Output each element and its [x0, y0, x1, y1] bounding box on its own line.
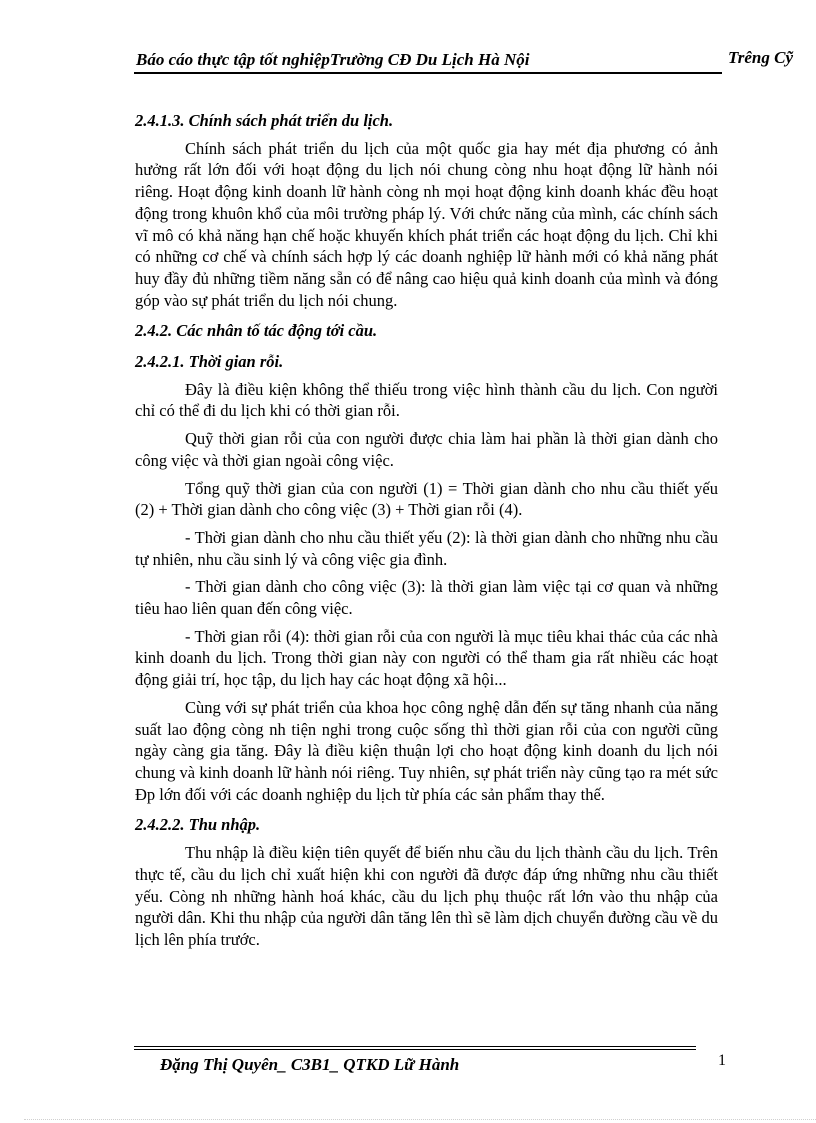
paragraph: Tổng quỹ thời gian của con người (1) = Thời gian dành cho nhu cầu thiết yếu (2) + Thời gian dành cho công việc (3) + Thời gian rỗi (4).	[135, 478, 718, 520]
page-header	[134, 46, 816, 74]
paragraph: Đây là điều kiện không thể thiếu trong việc hình thành cầu du lịch. Con người chỉ có thể đi du lịch khi có thời gian rỗi.	[135, 379, 718, 421]
page-number: 1	[718, 1052, 726, 1069]
paragraph: - Thời gian dành cho nhu cầu thiết yếu (2): là thời gian dành cho những nhu cầu tự nhiên, nhu cầu sinh lý và công việc gia đình.	[135, 527, 718, 569]
page-bottom-border	[24, 1119, 816, 1120]
footer-author: Đặng Thị Quyên_ C3B1_ QTKD Lữ Hành	[160, 1055, 460, 1074]
paragraph: Quỹ thời gian rỗi của con người được chia làm hai phần là thời gian dành cho công việc và thời gian ngoài công việc.	[135, 429, 718, 470]
heading-2-4-2-2: 2.4.2.2. Thu nhập.	[135, 815, 261, 835]
page-footer	[134, 1046, 734, 1086]
heading-2-4-2-1: 2.4.2.1. Thời gian rỗi.	[135, 352, 284, 372]
footer-rule	[134, 1046, 696, 1047]
paragraph: - Thời gian rỗi (4): thời gian rỗi của con người là mục tiêu khai thác của các nhà kinh doanh du lịch. Trong thời gian này con người có thể tham gia rất nhiều các hoạt động giải trí, học tập, du lịch hay các hoạt động xã hội...	[135, 626, 718, 690]
header-right-text: Trêng Cỹ	[728, 48, 794, 67]
header-title: Báo cáo thực tập tốt nghiệpTrường CĐ Du Lịch Hà Nội	[136, 50, 530, 69]
paragraph: Thu nhập là điều kiện tiên quyết để biến nhu cầu du lịch thành cầu du lịch. Trên thực tế, cầu du lịch chỉ xuất hiện khi con người đã được đáp ứng những nhu cầu thiết yếu. Còng nh những hành hoá khác, cầu du lịch phụ thuộc rất lớn vào thu nhập của người dân. Khi thu nhập của người dân tăng lên thì sẽ làm dịch chuyển đường cầu về du lịch lên phía trước.	[135, 843, 718, 949]
heading-2-4-2: 2.4.2. Các nhân tố tác động tới cầu.	[135, 321, 378, 341]
document-body	[135, 110, 718, 951]
footer-rule	[134, 1049, 696, 1050]
paragraph: Chính sách phát triển du lịch của một quốc gia hay mét địa phương có ảnh hưởng rất lớn đối với hoạt động du lịch nói chung còng nhu hoạt động lữ hành nói riêng. Hoạt động kinh doanh lữ hành còng nh mọi hoạt động kinh doanh khác đều hoạt động trong khuôn khổ của môi trường pháp lý. Với chức năng của mình, các chính sách vĩ mô có khả năng hạn chế hoặc khuyến khích phát triển các hoạt động du lịch. Chỉ khi có những cơ chế và chính sách hợp lý các doanh nghiệp lữ hành mới có khả năng phát huy đầy đủ những tiềm năng sẵn có để nâng cao hiệu quả kinh doanh của mình và đóng góp vào sự phát triển du lịch nói chung.	[135, 138, 718, 310]
paragraph: - Thời gian dành cho công việc (3): là thời gian làm việc tại cơ quan và những tiêu hao liên quan đến công việc.	[135, 577, 718, 619]
header-rule	[134, 72, 722, 74]
paragraph: Cùng với sự phát triển của khoa học công nghệ dẫn đến sự tăng nhanh của năng suất lao động còng nh tiện nghi trong cuộc sống thì thời gian rỗi của con người cũng ngày càng gia tăng. Đây là điều kiện thuận lợi cho hoạt động kinh doanh du lịch nói chung và kinh doanh lữ hành nói riêng. Tuy nhiên, sự phát triển này cũng tạo ra mét sức Ðp lớn đối với các doanh nghiệp du lịch từ phía các sản phẩm thay thế.	[135, 697, 718, 804]
heading-2-4-1-3: 2.4.1.3. Chính sách phát triển du lịch.	[135, 111, 394, 130]
